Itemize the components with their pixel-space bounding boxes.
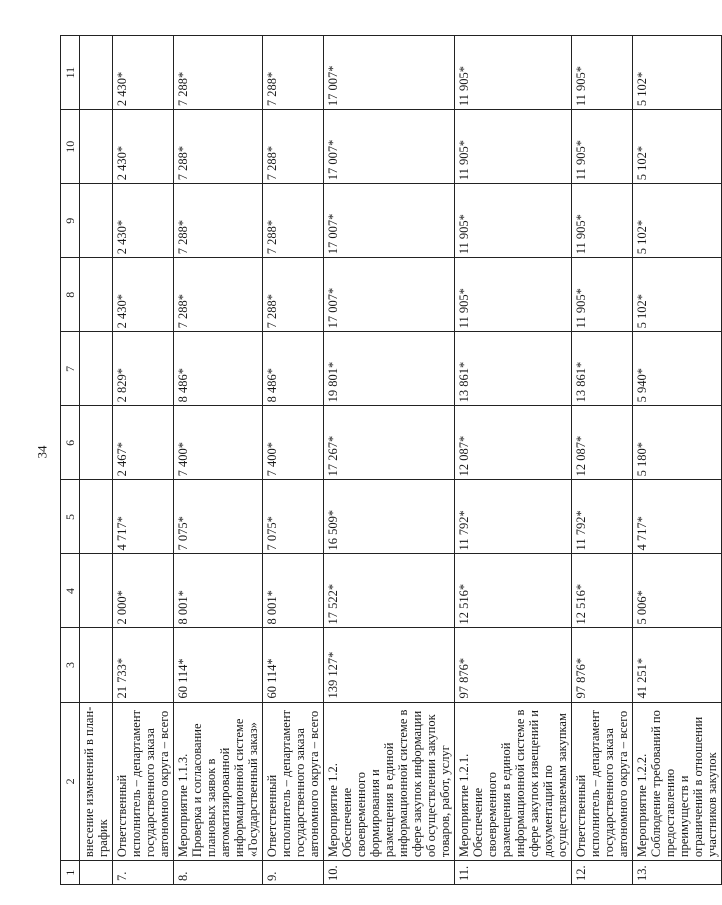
value-cell: 4 717* (633, 480, 722, 554)
value-cell: 7 288* (174, 258, 263, 332)
value-cell: 2 430* (113, 36, 174, 110)
value-cell: 13 861* (455, 332, 572, 406)
continuation-empty-cell (80, 332, 113, 406)
column-header: 10 (61, 110, 80, 184)
value-cell: 11 905* (455, 36, 572, 110)
row-index: 13. (633, 861, 722, 885)
value-cell: 41 251* (633, 628, 722, 702)
continuation-empty-cell (80, 406, 113, 480)
value-cell: 5 006* (633, 554, 722, 628)
continuation-empty-cell (80, 110, 113, 184)
value-cell: 8 486* (263, 332, 324, 406)
value-cell: 21 733* (113, 628, 174, 702)
value-cell: 7 288* (263, 184, 324, 258)
value-cell: 7 400* (263, 406, 324, 480)
table-row (174, 36, 263, 885)
value-cell: 5 102* (633, 184, 722, 258)
value-cell: 5 102* (633, 36, 722, 110)
value-cell: 7 288* (263, 36, 324, 110)
column-header: 4 (61, 554, 80, 628)
value-cell: 19 801* (324, 332, 455, 406)
column-header: 11 (61, 36, 80, 110)
value-cell: 2 000* (113, 554, 174, 628)
value-cell: 12 087* (572, 406, 633, 480)
value-cell: 60 114* (263, 628, 324, 702)
row-description: Ответственный исполнитель – департамент государственного заказа автономного округа – всего (263, 702, 324, 861)
value-cell: 4 717* (113, 480, 174, 554)
value-cell: 11 905* (572, 258, 633, 332)
value-cell: 7 288* (174, 184, 263, 258)
value-cell: 11 905* (455, 258, 572, 332)
row-index: 11. (455, 861, 572, 885)
value-cell: 17 267* (324, 406, 455, 480)
value-cell: 97 876* (572, 628, 633, 702)
column-header: 5 (61, 480, 80, 554)
value-cell: 2 467* (113, 406, 174, 480)
row-index: 10. (324, 861, 455, 885)
column-header: 2 (61, 702, 80, 861)
row-description: Ответственный исполнитель – департамент государственного заказа автономного округа – всего (113, 702, 174, 861)
value-cell: 7 400* (174, 406, 263, 480)
continuation-index-cell (80, 861, 113, 885)
table-row (324, 36, 455, 885)
continuation-empty-cell (80, 628, 113, 702)
value-cell: 17 007* (324, 184, 455, 258)
value-cell: 11 905* (572, 36, 633, 110)
table-row (263, 36, 324, 885)
row-index: 8. (174, 861, 263, 885)
value-cell: 2 430* (113, 110, 174, 184)
continuation-empty-cell (80, 36, 113, 110)
value-cell: 11 792* (455, 480, 572, 554)
value-cell: 17 007* (324, 36, 455, 110)
column-header: 3 (61, 628, 80, 702)
row-description: Ответственный исполнитель – департамент государственного заказа автономного округа – всего (572, 702, 633, 861)
value-cell: 5 102* (633, 110, 722, 184)
table-body (61, 36, 722, 885)
value-cell: 11 905* (572, 184, 633, 258)
row-description: Мероприятие 1.2.2. Соблюдение требований по предоставлению преимуществ и ограничений в отношении участников закупок (633, 702, 722, 861)
value-cell: 5 102* (633, 258, 722, 332)
value-cell: 2 430* (113, 258, 174, 332)
continuation-empty-cell (80, 258, 113, 332)
table-row (572, 36, 633, 885)
value-cell: 16 509* (324, 480, 455, 554)
value-cell: 17 007* (324, 110, 455, 184)
value-cell: 7 075* (263, 480, 324, 554)
continuation-empty-cell (80, 554, 113, 628)
value-cell: 7 288* (174, 36, 263, 110)
continuation-empty-cell (80, 184, 113, 258)
column-header: 9 (61, 184, 80, 258)
value-cell: 8 001* (174, 554, 263, 628)
budget-table-container (60, 15, 719, 885)
value-cell: 5 180* (633, 406, 722, 480)
value-cell: 11 905* (455, 110, 572, 184)
value-cell: 2 430* (113, 184, 174, 258)
value-cell: 7 075* (174, 480, 263, 554)
value-cell: 11 792* (572, 480, 633, 554)
row-index: 12. (572, 861, 633, 885)
value-cell: 7 288* (263, 110, 324, 184)
value-cell: 11 905* (572, 110, 633, 184)
row-index: 7. (113, 861, 174, 885)
value-cell: 139 127* (324, 628, 455, 702)
column-header: 8 (61, 258, 80, 332)
table-row (633, 36, 722, 885)
table-row (455, 36, 572, 885)
header-row (61, 36, 80, 885)
row-index: 9. (263, 861, 324, 885)
column-header: 7 (61, 332, 80, 406)
value-cell: 13 861* (572, 332, 633, 406)
continuation-row (80, 36, 113, 885)
value-cell: 12 516* (572, 554, 633, 628)
value-cell: 2 829* (113, 332, 174, 406)
continuation-empty-cell (80, 480, 113, 554)
row-description: Мероприятие 1.1.3. Проверка и согласование плановых заявок в автоматизированной информационной системе «Государственный заказ» (174, 702, 263, 861)
continuation-text: внесение изменений в план-график (80, 702, 113, 861)
value-cell: 7 288* (174, 110, 263, 184)
value-cell: 12 516* (455, 554, 572, 628)
value-cell: 17 522* (324, 554, 455, 628)
value-cell: 17 007* (324, 258, 455, 332)
row-description: Мероприятие 1.2. Обеспечение своевременного формирования и размещения в единой информационной системе в сфере закупок информации об осуществлении закупок товаров, работ, услуг (324, 702, 455, 861)
budget-table (60, 35, 722, 885)
value-cell: 60 114* (174, 628, 263, 702)
page-number: 34 (34, 445, 50, 459)
column-header: 6 (61, 406, 80, 480)
value-cell: 7 288* (263, 258, 324, 332)
row-description: Мероприятие 1.2.1. Обеспечение своевременного размещения в единой информационной системе в сфере закупок извещений и документаций по осуществляемым закупкам (455, 702, 572, 861)
value-cell: 11 905* (455, 184, 572, 258)
column-header: 1 (61, 861, 80, 885)
value-cell: 8 486* (174, 332, 263, 406)
value-cell: 12 087* (455, 406, 572, 480)
value-cell: 5 940* (633, 332, 722, 406)
table-row (113, 36, 174, 885)
value-cell: 8 001* (263, 554, 324, 628)
value-cell: 97 876* (455, 628, 572, 702)
